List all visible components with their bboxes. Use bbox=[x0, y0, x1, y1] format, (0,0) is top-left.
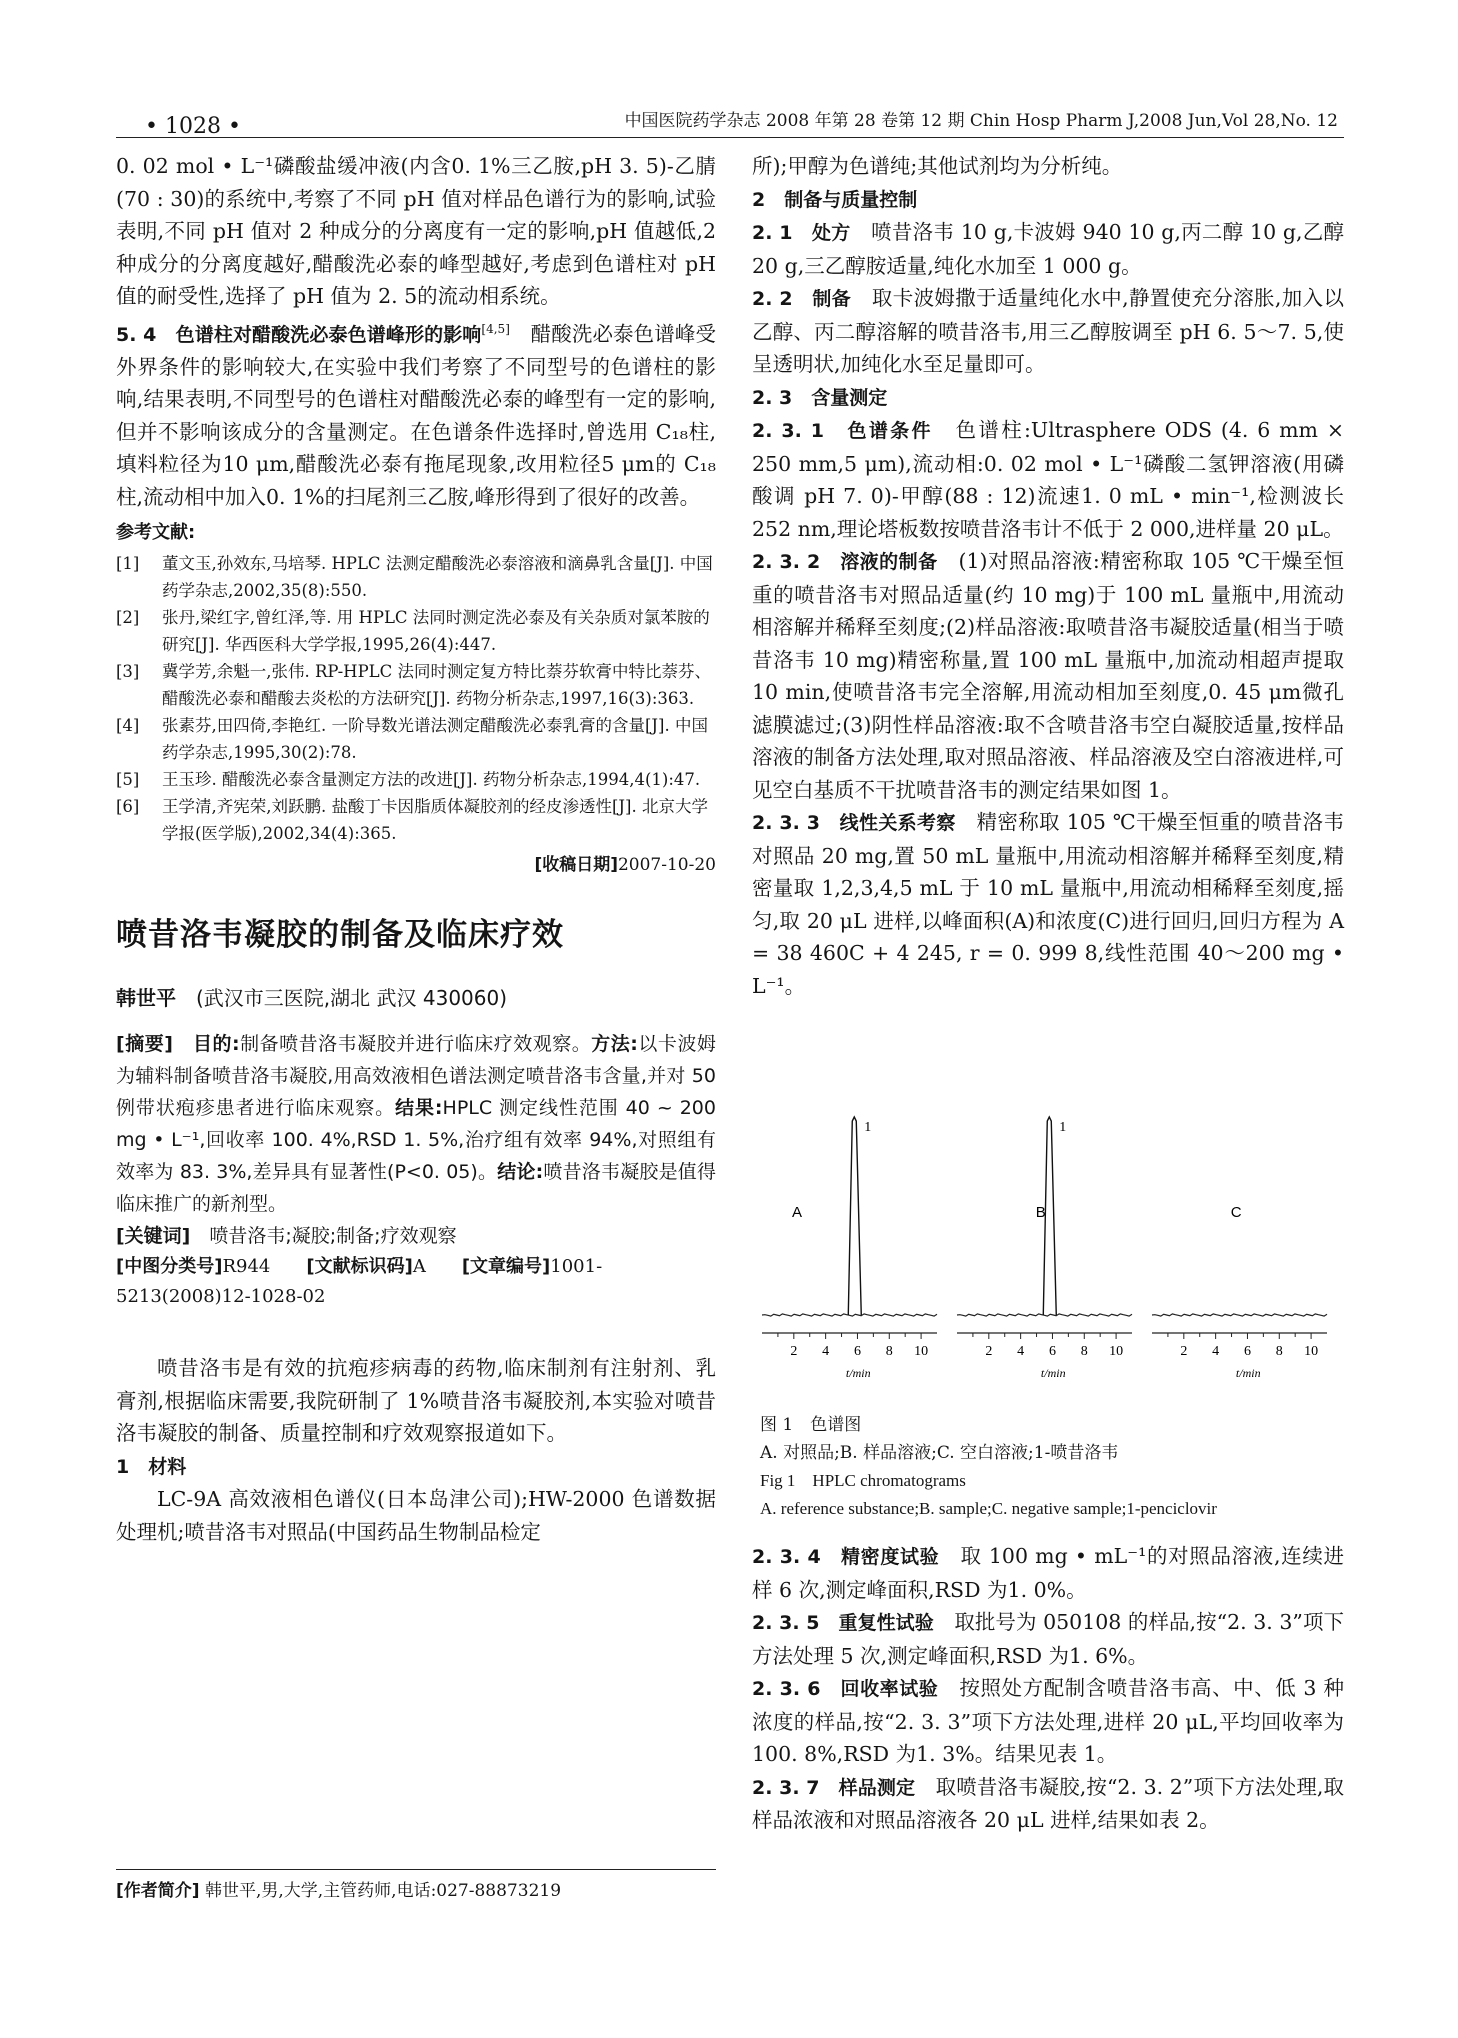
section-2-3 bbox=[752, 381, 1344, 415]
section-2-3-4-body: 取 100 mg • mL⁻¹的对照品溶液,连续进样 6 次,测定峰面积,RSD 为1. 0%。 bbox=[752, 1544, 1344, 1602]
article-no-label: [文章编号] bbox=[461, 1256, 551, 1278]
figure-caption-en-legend: A. reference substance;B. sample;C. negative sample;1-penciclovir bbox=[760, 1499, 1217, 1518]
section-2-3-5-body: 取批号为 050108 的样品,按“2. 3. 3”项下方法处理 5 次,测定峰面积,RSD 为1. 6%。 bbox=[752, 1610, 1344, 1668]
tick-label: 4 bbox=[822, 1344, 830, 1359]
section-2-3-2-heading: 2. 3. 2 溶液的制备 bbox=[752, 551, 938, 573]
reference-number: [4] bbox=[116, 715, 140, 735]
figure-caption bbox=[760, 1411, 1350, 1523]
citation-sup: [4,5] bbox=[481, 321, 510, 336]
tick-label: 6 bbox=[1048, 1344, 1056, 1359]
tick-label: 8 bbox=[1080, 1344, 1088, 1359]
abstract-label: [摘要] bbox=[116, 1033, 173, 1056]
tick-label: 8 bbox=[1275, 1344, 1283, 1359]
figure-caption-cn-title: 图 1 色谱图 bbox=[760, 1415, 862, 1435]
section-2-3-6 bbox=[752, 1672, 1344, 1771]
chromatogram-panels bbox=[762, 1117, 1327, 1380]
section-2-3-4-heading: 2. 3. 4 精密度试验 bbox=[752, 1546, 940, 1568]
received-label: [收稿日期] bbox=[534, 854, 618, 875]
reference-text: 冀学芳,余魁一,张伟. RP-HPLC 法同时测定复方特比萘芬软膏中特比萘芬、醋酸洗必泰和醋酸去炎松的方法研究[J]. 药物分析杂志,1997,16(3):363. bbox=[162, 661, 711, 708]
section-2-3-6-body: 按照处方配制含喷昔洛韦高、中、低 3 种浓度的样品,按“2. 3. 3”项下方法处理,进样 20 μL,平均回收率为100. 8%,RSD 为1. 3%。结果见表 1。 bbox=[752, 1676, 1344, 1766]
section-2-3-1-body: 色谱柱:Ultrasphere ODS (4. 6 mm × 250 mm,5 μm),流动相:0. 02 mol • L⁻¹磷酸二氢钾溶液(用磷酸调 pH 7. 0)-甲醇(88 : 12)流速1. 0 mL • min⁻¹,检测波长 252 nm,理论塔板数按喷昔洛韦计不低于 2 000,进样量 20 μL。 bbox=[752, 418, 1344, 541]
reference-number: [3] bbox=[116, 661, 140, 681]
section-2-3-1-heading: 2. 3. 1 色谱条件 bbox=[752, 420, 933, 442]
chromatogram-panel bbox=[957, 1117, 1132, 1380]
reference-item bbox=[116, 658, 716, 712]
section-5-4-heading: 5. 4 色谱柱对醋酸洗必泰色谱峰形的影响 bbox=[116, 323, 482, 346]
section-2-2-heading: 2. 2 制备 bbox=[752, 288, 852, 310]
reference-number: [1] bbox=[116, 553, 140, 573]
keywords bbox=[116, 1220, 716, 1252]
section-2-1 bbox=[752, 216, 1344, 282]
section-5-4 bbox=[116, 313, 716, 514]
section-2-3-7-heading: 2. 3. 7 样品测定 bbox=[752, 1776, 916, 1799]
reference-text: 张素芬,田四倚,李艳红. 一阶导数光谱法测定醋酸洗必泰乳膏的含量[J]. 中国药学杂志,1995,30(2):78. bbox=[162, 715, 708, 762]
section-2-3-5 bbox=[752, 1606, 1344, 1672]
section-2-title: 2 制备与质量控制 bbox=[752, 188, 918, 211]
peak-label: 1 bbox=[864, 1120, 872, 1135]
footnote-text: 韩世平,男,大学,主管药师,电话:027-88873219 bbox=[199, 1881, 562, 1901]
doc-code-value: A bbox=[412, 1256, 426, 1278]
materials-paragraph: LC-9A 高效液相色谱仪(日本岛津公司);HW-2000 色谱数据处理机;喷昔洛韦对照品(中国药品生物制品检定 bbox=[116, 1487, 716, 1544]
clc-label: [中图分类号] bbox=[116, 1256, 223, 1278]
right-column-bottom bbox=[752, 1540, 1344, 1837]
abstract-conclusion-label: 结论: bbox=[497, 1161, 544, 1184]
continued-paragraph: 0. 02 mol • L⁻¹磷酸盐缓冲液(内含0. 1%三乙胺,pH 3. 5)-乙腈(70 : 30)的系统中,考察了不同 pH 值对样品色谱行为的影响,试验表明,不同 pH 值对 2 种成分的分离度有一定的影响,pH 值越低,2 种成分的分离度越好,醋酸洗必泰的峰型越好,考虑到色谱柱对 pH 值的耐受性,选择了 pH 值为 2. 5的流动相系统。 bbox=[116, 154, 716, 308]
section-2-3-3 bbox=[752, 806, 1344, 1002]
section-2-3-5-heading: 2. 3. 5 重复性试验 bbox=[752, 1612, 934, 1634]
tick-label: 2 bbox=[1180, 1344, 1188, 1359]
section-2-3-7 bbox=[752, 1771, 1344, 1837]
abstract-objective-label: 目的: bbox=[192, 1033, 240, 1056]
reference-item bbox=[116, 793, 716, 847]
received-date-line bbox=[116, 849, 716, 882]
tick-label: 8 bbox=[885, 1344, 893, 1359]
header-rule bbox=[116, 137, 1344, 138]
tick-label: 10 bbox=[1304, 1344, 1319, 1359]
author-line bbox=[116, 982, 716, 1015]
section-2-2-body: 取卡波姆撒于适量纯化水中,静置使充分溶胀,加入以乙醇、丙二醇溶解的喷昔洛韦,用三乙醇胺调至 pH 6. 5～7. 5,使呈透明状,加纯化水至足量即可。 bbox=[752, 286, 1344, 376]
chromatogram-panel bbox=[762, 1117, 937, 1380]
section-5-4-body: 醋酸洗必泰色谱峰受外界条件的影响较大,在实验中我们考察了不同型号的色谱柱的影响,结果表明,不同型号的色谱柱对醋酸洗必泰的峰型有一定的影响,但并不影响该成分的含量测定。在色谱条件选择时,曾选用 C₁₈柱,填料粒径为10 μm,醋酸洗必泰有拖尾现象,改用粒径5 μm的 C₁₈柱,流动相中加入0. 1%的扫尾剂三乙胺,峰形得到了很好的改善。 bbox=[116, 321, 717, 509]
section-2-3-3-body: 精密称取 105 ℃干燥至恒重的喷昔洛韦对照品 20 mg,置 50 mL 量瓶中,用流动相溶解并稀释至刻度,精密量取 1,2,3,4,5 mL 于 10 mL 量瓶中,用流动相稀释至刻度,摇匀,取 20 μL 进样,以峰面积(A)和浓度(C)进行回归,回归方程为 A = 38 460C + 4 245, r = 0. 999 8,线性范围 40～200 mg • L⁻¹。 bbox=[752, 810, 1345, 998]
tick-label: 6 bbox=[853, 1344, 861, 1359]
axis-label: t/min bbox=[1040, 1366, 1066, 1380]
peak-label: 1 bbox=[1059, 1120, 1067, 1135]
right-column-top bbox=[752, 150, 1344, 1002]
figure-caption-en-title: Fig 1 HPLC chromatograms bbox=[760, 1471, 966, 1490]
page-number: • 1028 • bbox=[145, 114, 241, 139]
section-2-3-3-heading: 2. 3. 3 线性关系考察 bbox=[752, 812, 956, 834]
reference-text: 董文玉,孙效东,马培琴. HPLC 法测定醋酸洗必泰溶液和滴鼻乳含量[J]. 中国药学杂志,2002,35(8):550. bbox=[162, 553, 713, 600]
reference-item bbox=[116, 766, 716, 793]
chromatogram-baseline bbox=[957, 1314, 1132, 1316]
tick-label: 4 bbox=[1017, 1344, 1025, 1359]
author-footnote bbox=[116, 1876, 561, 1901]
abstract-conclusion: 喷昔洛韦凝胶是值得临床推广的新剂型。 bbox=[116, 1161, 716, 1216]
section-2-3-6-heading: 2. 3. 6 回收率试验 bbox=[752, 1678, 939, 1700]
section-2-1-body: 喷昔洛韦 10 g,卡波姆 940 10 g,丙二醇 10 g,乙醇 20 g,三乙醇胺适量,纯化水加至 1 000 g。 bbox=[752, 220, 1344, 278]
received-date: 2007-10-20 bbox=[617, 854, 716, 875]
reference-text: 张丹,梁红字,曾红泽,等. 用 HPLC 法同时测定洗必泰及有关杂质对氯苯胺的研究[J]. 华西医科大学学报,1995,26(4):447. bbox=[162, 607, 710, 654]
reference-text: 王玉珍. 醋酸洗必泰含量测定方法的改进[J]. 药物分析杂志,1994,4(1):47. bbox=[162, 769, 701, 789]
section-1-title: 1 材料 bbox=[116, 1455, 187, 1478]
tick-label: 10 bbox=[914, 1344, 929, 1359]
figure-caption-cn-legend: A. 对照品;B. 样品溶液;C. 空白溶液;1-喷昔洛韦 bbox=[760, 1443, 1119, 1463]
author-affiliation: (武汉市三医院,湖北 武汉 430060) bbox=[176, 985, 508, 1010]
panel-label: A bbox=[792, 1204, 803, 1221]
article-title: 喷昔洛韦凝胶的制备及临床疗效 bbox=[116, 917, 564, 954]
chromatogram-baseline bbox=[762, 1314, 937, 1316]
section-2-3-4 bbox=[752, 1540, 1344, 1606]
section-2-2 bbox=[752, 282, 1344, 381]
abstract-method-label: 方法: bbox=[591, 1033, 638, 1056]
section-2-3-7-body: 取喷昔洛韦凝胶,按“2. 3. 2”项下方法处理,取样品浓液和对照品溶液各 20 μL 进样,结果如表 2。 bbox=[752, 1774, 1345, 1832]
section-2-3-2 bbox=[752, 545, 1344, 806]
section-2-3-heading: 2. 3 含量测定 bbox=[752, 386, 888, 409]
section-2-heading bbox=[752, 183, 1344, 217]
footnote-label: [作者简介] bbox=[116, 1881, 200, 1901]
references-title: 参考文献: bbox=[116, 522, 196, 544]
reference-item bbox=[116, 604, 716, 658]
reference-number: [6] bbox=[116, 796, 140, 816]
materials-continued: 所);甲醇为色谱纯;其他试剂均为分析纯。 bbox=[752, 154, 1123, 178]
classification-line bbox=[116, 1252, 716, 1312]
reference-item bbox=[116, 712, 716, 766]
abstract-method: 以卡波姆为辅料制备喷昔洛韦凝胶,用高效液相色谱法测定喷昔洛韦含量,并对 50 例带状疱疹患者进行临床观察。 bbox=[116, 1033, 716, 1120]
tick-label: 4 bbox=[1212, 1344, 1220, 1359]
left-column bbox=[116, 150, 716, 1548]
tick-label: 2 bbox=[790, 1344, 798, 1359]
tick-label: 2 bbox=[985, 1344, 993, 1359]
axis-label: t/min bbox=[1235, 1366, 1261, 1380]
reference-number: [5] bbox=[116, 769, 140, 789]
section-2-3-2-body: (1)对照品溶液:精密称取 105 ℃干燥至恒重的喷昔洛韦对照品适量(约 10 mg)于 100 mL 量瓶中,用流动相溶解并稀释至刻度;(2)样品溶液:取喷昔洛韦凝胶适量(相当于喷昔洛韦 10 mg)精密称量,置 100 mL 量瓶中,加流动相超声提取 10 min,使喷昔洛韦完全溶解,用流动相加至刻度,0. 45 μm微孔滤膜滤过;(3)阴性样品溶液:取不含喷昔洛韦空白凝胶适量,按样品溶液的制备方法处理,取对照品溶液、样品溶液及空白溶液进样,可见空白基质不干扰喷昔洛韦的测定结果如图 1。 bbox=[752, 549, 1345, 802]
reference-text: 王学清,齐宪荣,刘跃鹏. 盐酸丁卡因脂质体凝胶剂的经皮渗透性[J]. 北京大学学报(医学版),2002,34(4):365. bbox=[162, 796, 708, 843]
tick-label: 6 bbox=[1243, 1344, 1251, 1359]
abstract bbox=[116, 1028, 716, 1220]
keywords-text: 喷昔洛韦;凝胶;制备;疗效观察 bbox=[190, 1225, 457, 1248]
panel-label: B bbox=[1035, 1204, 1046, 1221]
abstract-result-label: 结果: bbox=[395, 1097, 443, 1120]
section-1-heading bbox=[116, 1450, 716, 1484]
tick-label: 10 bbox=[1109, 1344, 1124, 1359]
reference-item bbox=[116, 550, 716, 604]
doc-code-label: [文献标识码] bbox=[306, 1256, 413, 1278]
clc-value: R944 bbox=[222, 1256, 271, 1278]
reference-list bbox=[116, 550, 716, 847]
footnote-rule bbox=[116, 1869, 716, 1870]
chromatogram-baseline bbox=[1152, 1314, 1327, 1316]
intro-paragraph: 喷昔洛韦是有效的抗疱疹病毒的药物,临床制剂有注射剂、乳膏剂,根据临床需要,我院研制了 1%喷昔洛韦凝胶剂,本实验对喷昔洛韦凝胶的制备、质量控制和疗效观察报道如下。 bbox=[116, 1356, 716, 1446]
chromatogram-figure bbox=[762, 1105, 1342, 1410]
section-2-3-1 bbox=[752, 414, 1344, 545]
chromatogram-panel bbox=[1152, 1204, 1327, 1380]
abstract-objective: 制备喷昔洛韦凝胶并进行临床疗效观察。 bbox=[239, 1033, 592, 1056]
article-no-value: 1001-5213(2008)12-1028-02 bbox=[116, 1256, 603, 1308]
author-name: 韩世平 bbox=[116, 985, 176, 1010]
running-header: 中国医院药学杂志 2008 年第 28 卷第 12 期 Chin Hosp Pharm J,2008 Jun,Vol 28,No. 12 bbox=[624, 111, 1338, 131]
section-2-1-heading: 2. 1 处方 bbox=[752, 222, 851, 244]
panel-label: C bbox=[1230, 1204, 1242, 1221]
abstract-result: HPLC 测定线性范围 40 ~ 200 mg • L⁻¹,回收率 100. 4%,RSD 1. 5%,治疗组有效率 94%,对照组有效率为 83. 3%,差异具有显著性(P<0. 05)。 bbox=[116, 1097, 716, 1184]
reference-number: [2] bbox=[116, 607, 140, 627]
chromatogram-peak bbox=[848, 1117, 861, 1315]
axis-label: t/min bbox=[845, 1366, 871, 1380]
keywords-label: [关键词] bbox=[116, 1225, 191, 1248]
